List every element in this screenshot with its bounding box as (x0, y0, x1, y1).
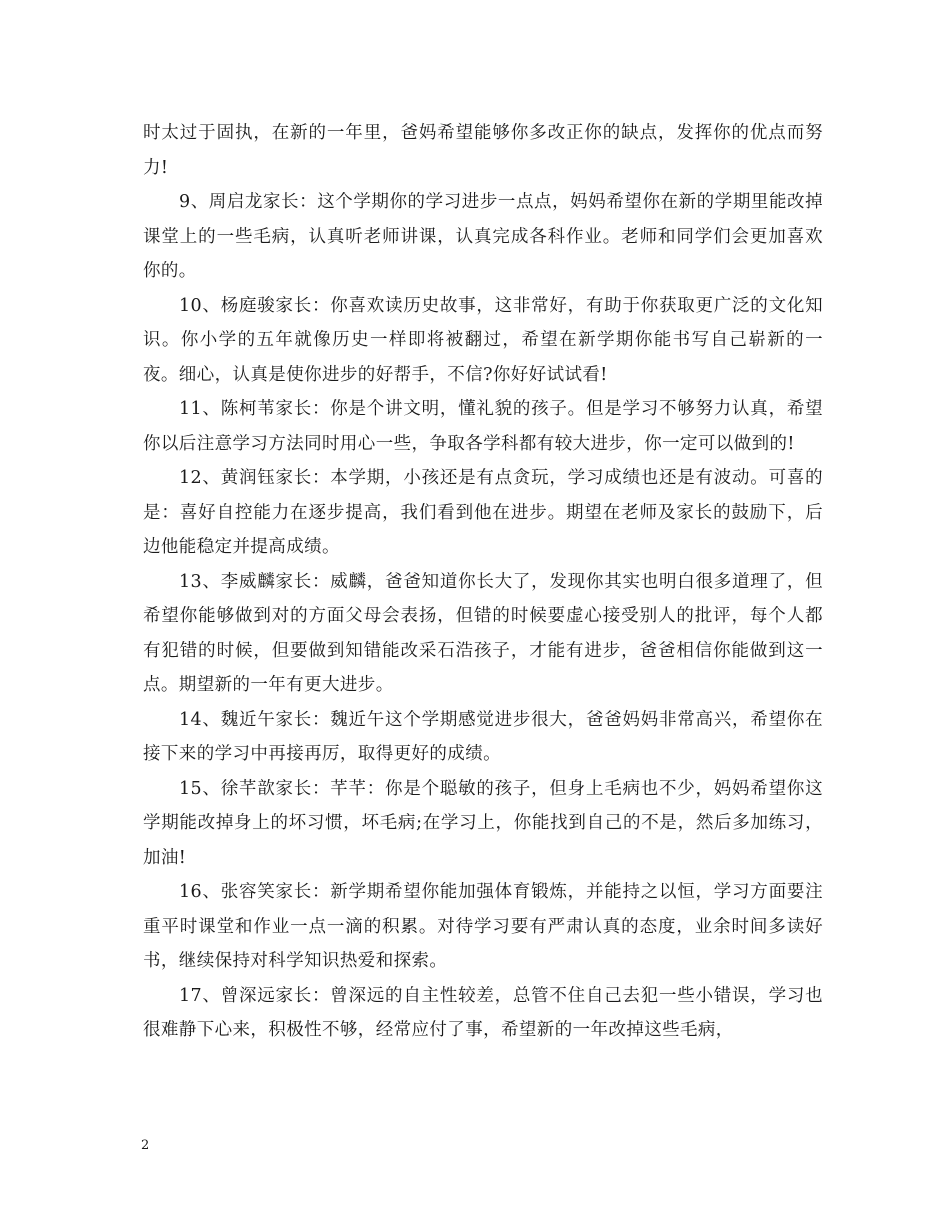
document-body (143, 116, 823, 1048)
paragraph-comment-11: 11、陈柯苇家长：你是个讲文明，懂礼貌的孩子。但是学习不够努力认真，希望你以后注意学习方法同时用心一些，争取各学科都有较大进步，你一定可以做到的! (143, 399, 823, 454)
paragraph-comment-14: 14、魏近午家长：魏近午这个学期感觉进步很大，爸爸妈妈非常高兴，希望你在接下来的学习中再接再厉，取得更好的成绩。 (143, 709, 823, 764)
paragraph-continuation: 时太过于固执，在新的一年里，爸妈希望能够你多改正你的缺点，发挥你的优点而努力! (143, 123, 823, 178)
paragraph-comment-9: 9、周启龙家长：这个学期你的学习进步一点点，妈妈希望你在新的学期里能改掉课堂上的一些毛病，认真听老师讲课，认真完成各科作业。老师和同学们会更加喜欢你的。 (143, 192, 823, 281)
paragraph-comment-10: 10、杨庭骏家长：你喜欢读历史故事，这非常好，有助于你获取更广泛的文化知识。你小学的五年就像历史一样即将被翻过，希望在新学期你能书写自己崭新的一夜。细心，认真是使你进步的好帮手，不信?你好好试试看! (143, 295, 823, 385)
paragraph-comment-13: 13、李威麟家长：威麟，爸爸知道你长大了，发现你其实也明白很多道理了，但希望你能够做到对的方面父母会表扬，但错的时候要虚心接受别人的批评，每个人都有犯错的时候，但要做到知错能改采石浩孩子，才能有进步，爸爸相信你能做到这一点。期望新的一年有更大进步。 (143, 571, 823, 695)
paragraph-comment-17: 17、曾深远家长：曾深远的自主性较差，总管不住自己去犯一些小错误，学习也很难静下心来，积极性不够，经常应付了事，希望新的一年改掉这些毛病， (143, 985, 823, 1040)
paragraph-comment-15: 15、徐芊歆家长：芊芊：你是个聪敏的孩子，但身上毛病也不少，妈妈希望你这学期能改掉身上的坏习惯，坏毛病;在学习上，你能找到自己的不是，然后多加练习，加油! (143, 778, 823, 868)
page-number: 2 (141, 1138, 150, 1153)
paragraph-comment-12: 12、黄润钰家长：本学期，小孩还是有点贪玩，学习成绩也还是有波动。可喜的是：喜好自控能力在逐步提高，我们看到他在进步。期望在老师及家长的鼓励下，后边他能稳定并提高成绩。 (143, 468, 823, 557)
paragraph-comment-16: 16、张容笑家长：新学期希望你能加强体育锻炼，并能持之以恒，学习方面要注重平时课堂和作业一点一滴的积累。对待学习要有严肃认真的态度，业余时间多读好书，继续保持对科学知识热爱和探索。 (143, 882, 823, 971)
